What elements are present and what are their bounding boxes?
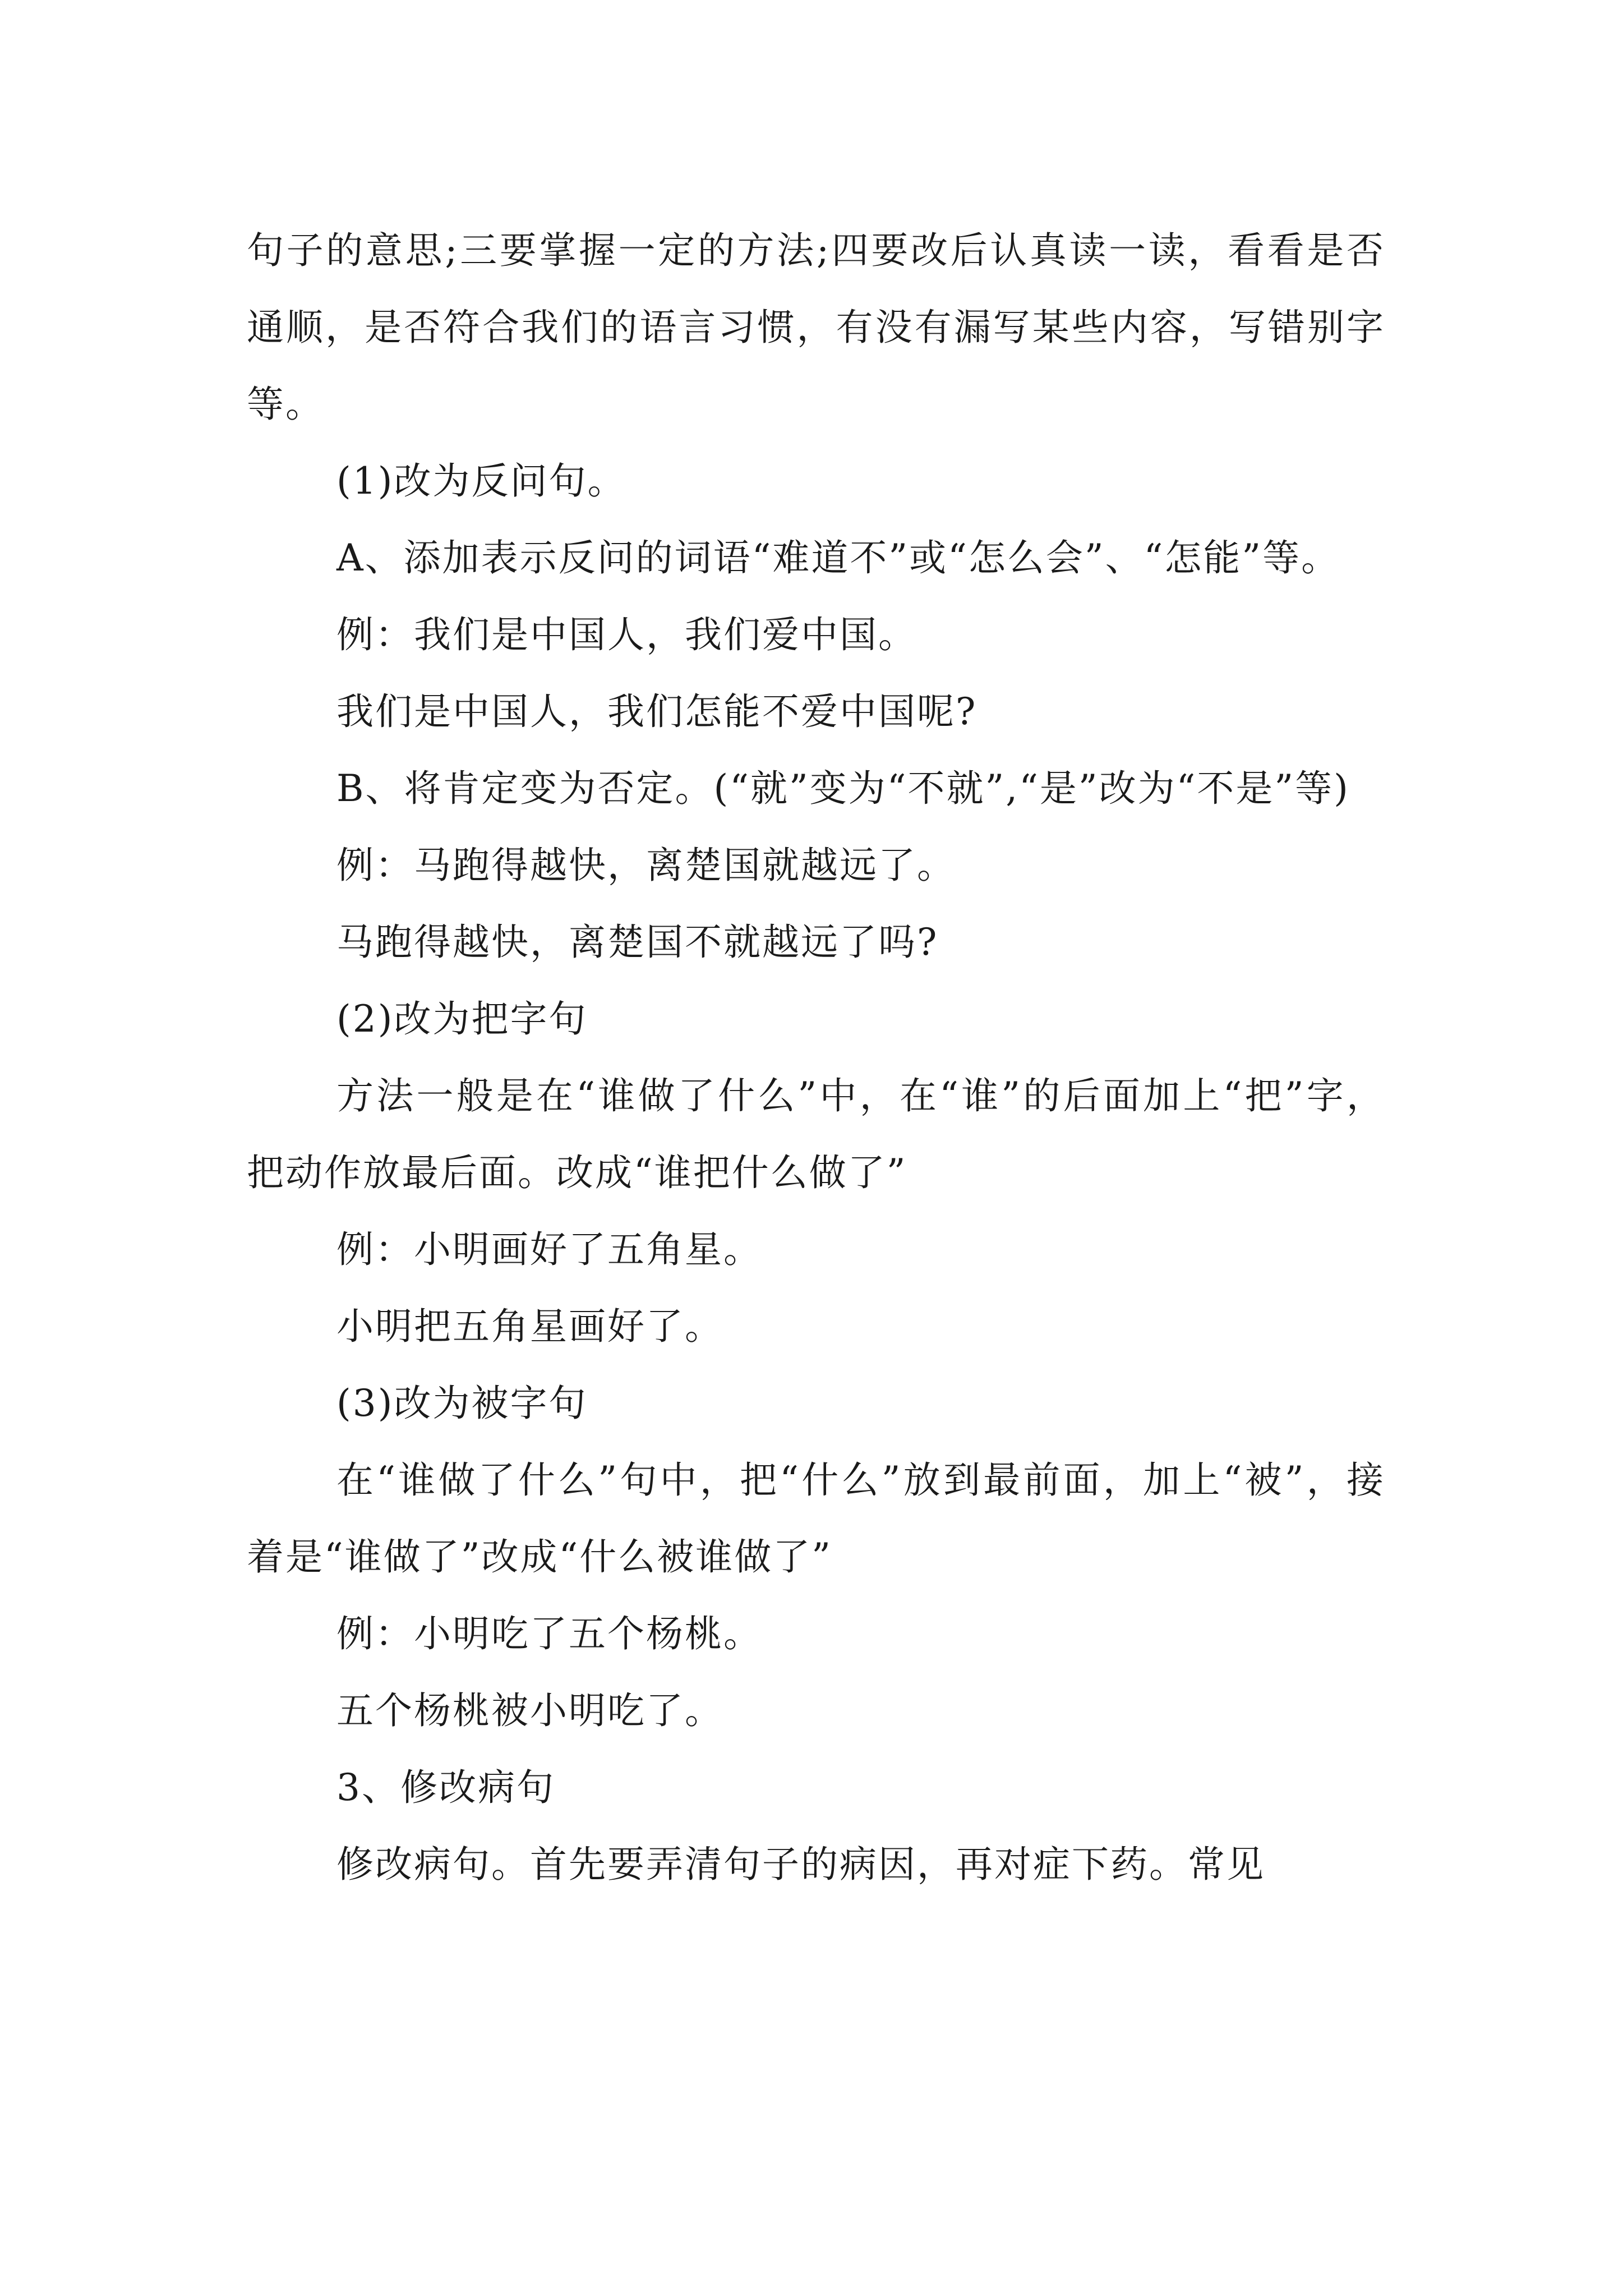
paragraph-10: 方法一般是在“谁做了什么”中，在“谁”的后面加上“把”字，把动作放最后面。改成“谁把什么做了” bbox=[247, 1074, 1385, 1194]
paragraph-4: 例：我们是中国人，我们爱中国。 bbox=[336, 613, 917, 656]
document-body bbox=[247, 212, 1385, 1903]
paragraph-7: 例：马跑得越快，离楚国就越远了。 bbox=[336, 844, 956, 887]
paragraph-15: 例：小明吃了五个杨桃。 bbox=[336, 1612, 762, 1655]
paragraph-18: 修改病句。首先要弄清句子的病因，再对症下药。常见 bbox=[336, 1843, 1265, 1886]
paragraph-5: 我们是中国人，我们怎能不爱中国呢? bbox=[336, 690, 978, 733]
paragraph-9: (2)改为把字句 bbox=[336, 997, 588, 1041]
paragraph-17: 3、修改病句 bbox=[336, 1766, 555, 1809]
paragraph-12: 小明把五角星画好了。 bbox=[336, 1305, 723, 1348]
paragraph-6: B、将肯定变为否定。(“就”变为“不就”,“是”改为“不是”等) bbox=[336, 767, 1350, 810]
paragraph-8: 马跑得越快，离楚国不就越远了吗? bbox=[336, 921, 939, 964]
paragraph-11: 例：小明画好了五角星。 bbox=[336, 1228, 762, 1271]
paragraph-14: 在“谁做了什么”句中，把“什么”放到最前面，加上“被”，接着是“谁做了”改成“什么被谁做了” bbox=[247, 1458, 1385, 1579]
paragraph-3: A、添加表示反问的词语“难道不”或“怎么会”、“怎能”等。 bbox=[336, 536, 1340, 579]
paragraph-2: (1)改为反问句。 bbox=[336, 459, 626, 503]
paragraph-13: (3)改为被字句 bbox=[336, 1382, 588, 1425]
paragraph-16: 五个杨桃被小明吃了。 bbox=[336, 1689, 723, 1732]
paragraph-1: 句子的意思;三要掌握一定的方法;四要改后认真读一读，看看是否通顺，是否符合我们的语言习惯，有没有漏写某些内容，写错别字等。 bbox=[247, 229, 1385, 426]
